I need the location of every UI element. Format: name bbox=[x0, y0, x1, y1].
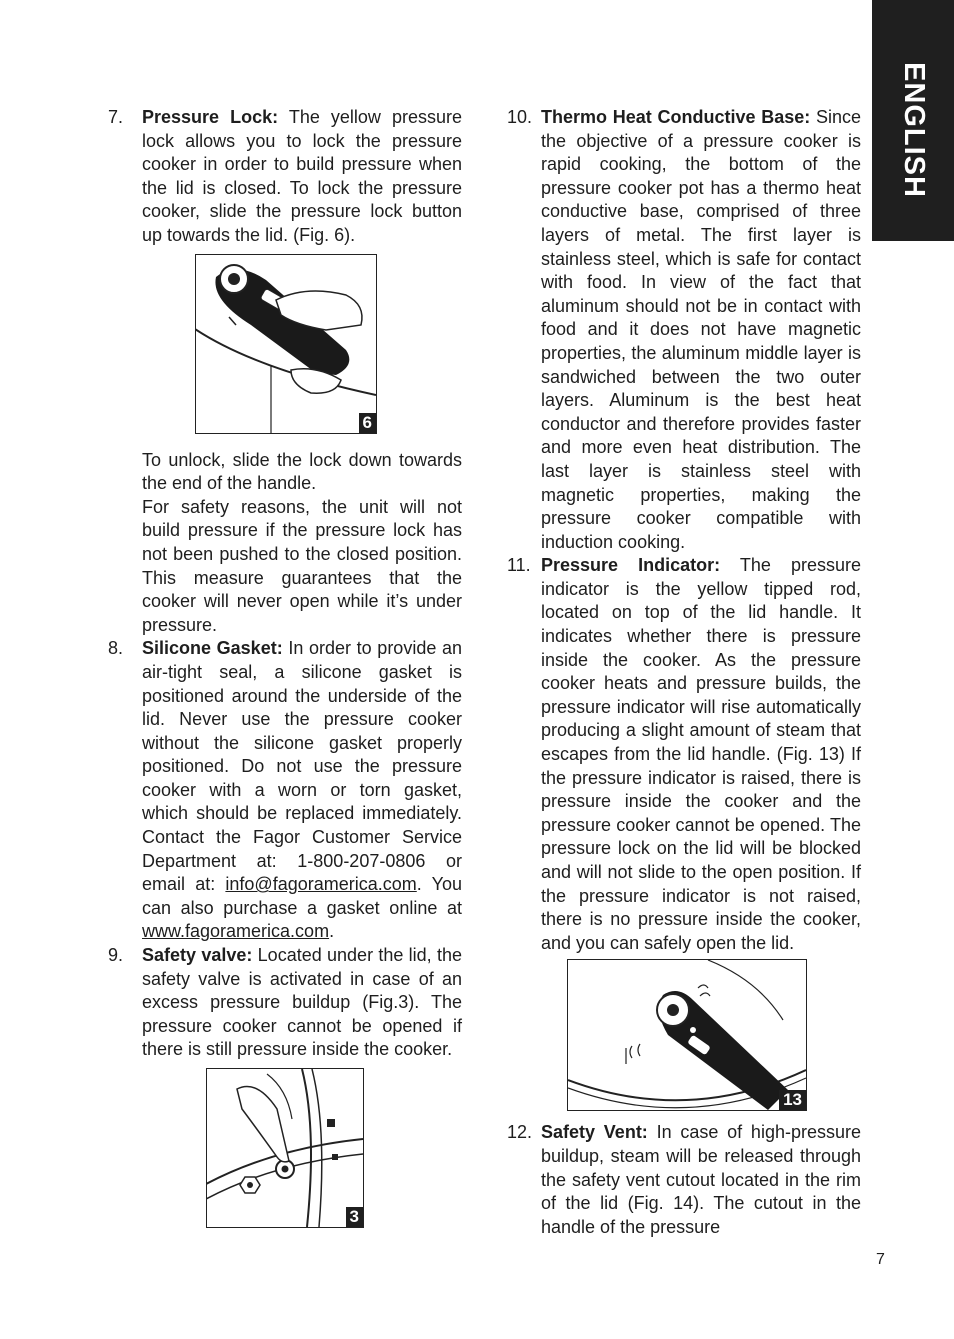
item-text: . You can also purchase a gasket online at bbox=[142, 874, 462, 918]
item-7-unlock-text: To unlock, slide the lock down towards the end of the handle. bbox=[142, 449, 462, 494]
item-title: Silicone Gasket: bbox=[142, 638, 283, 659]
figure-number: 13 bbox=[779, 1090, 806, 1110]
item-number: 7. bbox=[108, 107, 124, 127]
item-text: The yellow pressure lock allows you to lock the pressure cooker in order to build pressure when the lid is closed. To lock the pressure cooker, slide the pressure lock button up towards the lid. (Fig. 6). bbox=[142, 107, 462, 245]
item-title: Safety valve: bbox=[142, 945, 253, 966]
item-title: Thermo Heat Conductive Base: bbox=[541, 107, 811, 127]
item-text: The pressure indicator is the yellow tipped rod, located on top of the lid handle. It indicates whether there is pressure inside the cooker. As the pressure cooker heats and pressure builds, the pressure indicator will rise automatically producing a slight amount of steam that escapes from the lid handle. (Fig. 13) If the pressure indicator is raised, there is pressure inside the cooker and the pressure cooker cannot be opened. The pressure lock on the lid will be blocked and will not slide to the open position. If the pressure indicator is not raised, there is no pressure inside the cooker, and you can safely open the lid. bbox=[541, 555, 861, 953]
item-text: In case of high-pressure buildup, steam will be released through the safety vent cutout located in the rim of the lid (Fig. 14). The cutout in the handle of the pressure bbox=[541, 1122, 861, 1237]
email-link[interactable]: info@fagoramerica.com bbox=[225, 874, 417, 895]
item-7 bbox=[108, 106, 462, 248]
item-11 bbox=[507, 554, 861, 955]
item-12 bbox=[507, 1121, 861, 1239]
item-text: Since the objective of a pressure cooker is rapid cooking, the bottom of the pressure cooker pot has a thermo heat conductive base, comprised of three layers of metal. The first layer is stainless steel, which is safe for contact with food. In view of the fact that aluminum should not be in contact with food and it does not have magnetic properties, the aluminum middle layer is sandwiched between the two outer layers. Aluminum is the best heat conductor and therefore provides faster and more even heat distribution. The last layer is stainless steel with magnetic properties, making the pressure cooker compatible with induction cooking. bbox=[541, 107, 862, 552]
item-number: 12. bbox=[507, 1122, 533, 1143]
safety-valve-illustration bbox=[207, 1069, 363, 1227]
right-column bbox=[507, 106, 861, 1239]
pressure-lock-illustration bbox=[196, 255, 376, 433]
item-text: Located under the lid, the safety valve is activated in case of an excess pressure buildup (Fig.3). The pressure cooker cannot be opened if there is still pressure inside the cooker. bbox=[142, 945, 462, 1060]
language-tab bbox=[872, 0, 954, 241]
figure-3 bbox=[206, 1068, 364, 1228]
item-title: Safety Vent: bbox=[541, 1122, 648, 1143]
item-text: In order to provide an air-tight seal, a silicone gasket is positioned around the underside of the lid. Never use the pressure cooker without the silicone gasket properly positioned. Do not use the pressure cooker with a worn or torn gasket, which should be replaced immediately. Contact the Fagor Customer Service Department at: 1-800-207-0806 or email at: bbox=[142, 638, 462, 895]
item-number: 10. bbox=[507, 107, 533, 127]
item-10 bbox=[507, 106, 861, 554]
item-number: 8. bbox=[108, 638, 124, 659]
item-title: Pressure Indicator: bbox=[541, 555, 721, 576]
item-title: Pressure Lock: bbox=[142, 107, 279, 127]
item-8 bbox=[108, 637, 462, 944]
website-link[interactable]: www.fagoramerica.com bbox=[142, 921, 330, 942]
item-text: . bbox=[329, 921, 335, 942]
left-column bbox=[108, 106, 462, 1228]
item-number: 9. bbox=[108, 945, 124, 966]
item-9 bbox=[108, 944, 462, 1062]
pressure-indicator-illustration bbox=[568, 960, 806, 1110]
item-number: 11. bbox=[507, 555, 531, 576]
figure-6 bbox=[195, 254, 377, 434]
item-7-safety-text: For safety reasons, the unit will not build pressure if the pressure lock has not been pushed to the closed position. This measure guarantees that the cooker will never open while it’s under pressure. bbox=[142, 496, 462, 635]
figure-13 bbox=[567, 959, 807, 1111]
page-number: 7 bbox=[876, 1251, 885, 1268]
figure-number: 3 bbox=[346, 1207, 363, 1227]
figure-number: 6 bbox=[359, 413, 376, 433]
language-tab-label: ENGLISH bbox=[897, 62, 930, 198]
